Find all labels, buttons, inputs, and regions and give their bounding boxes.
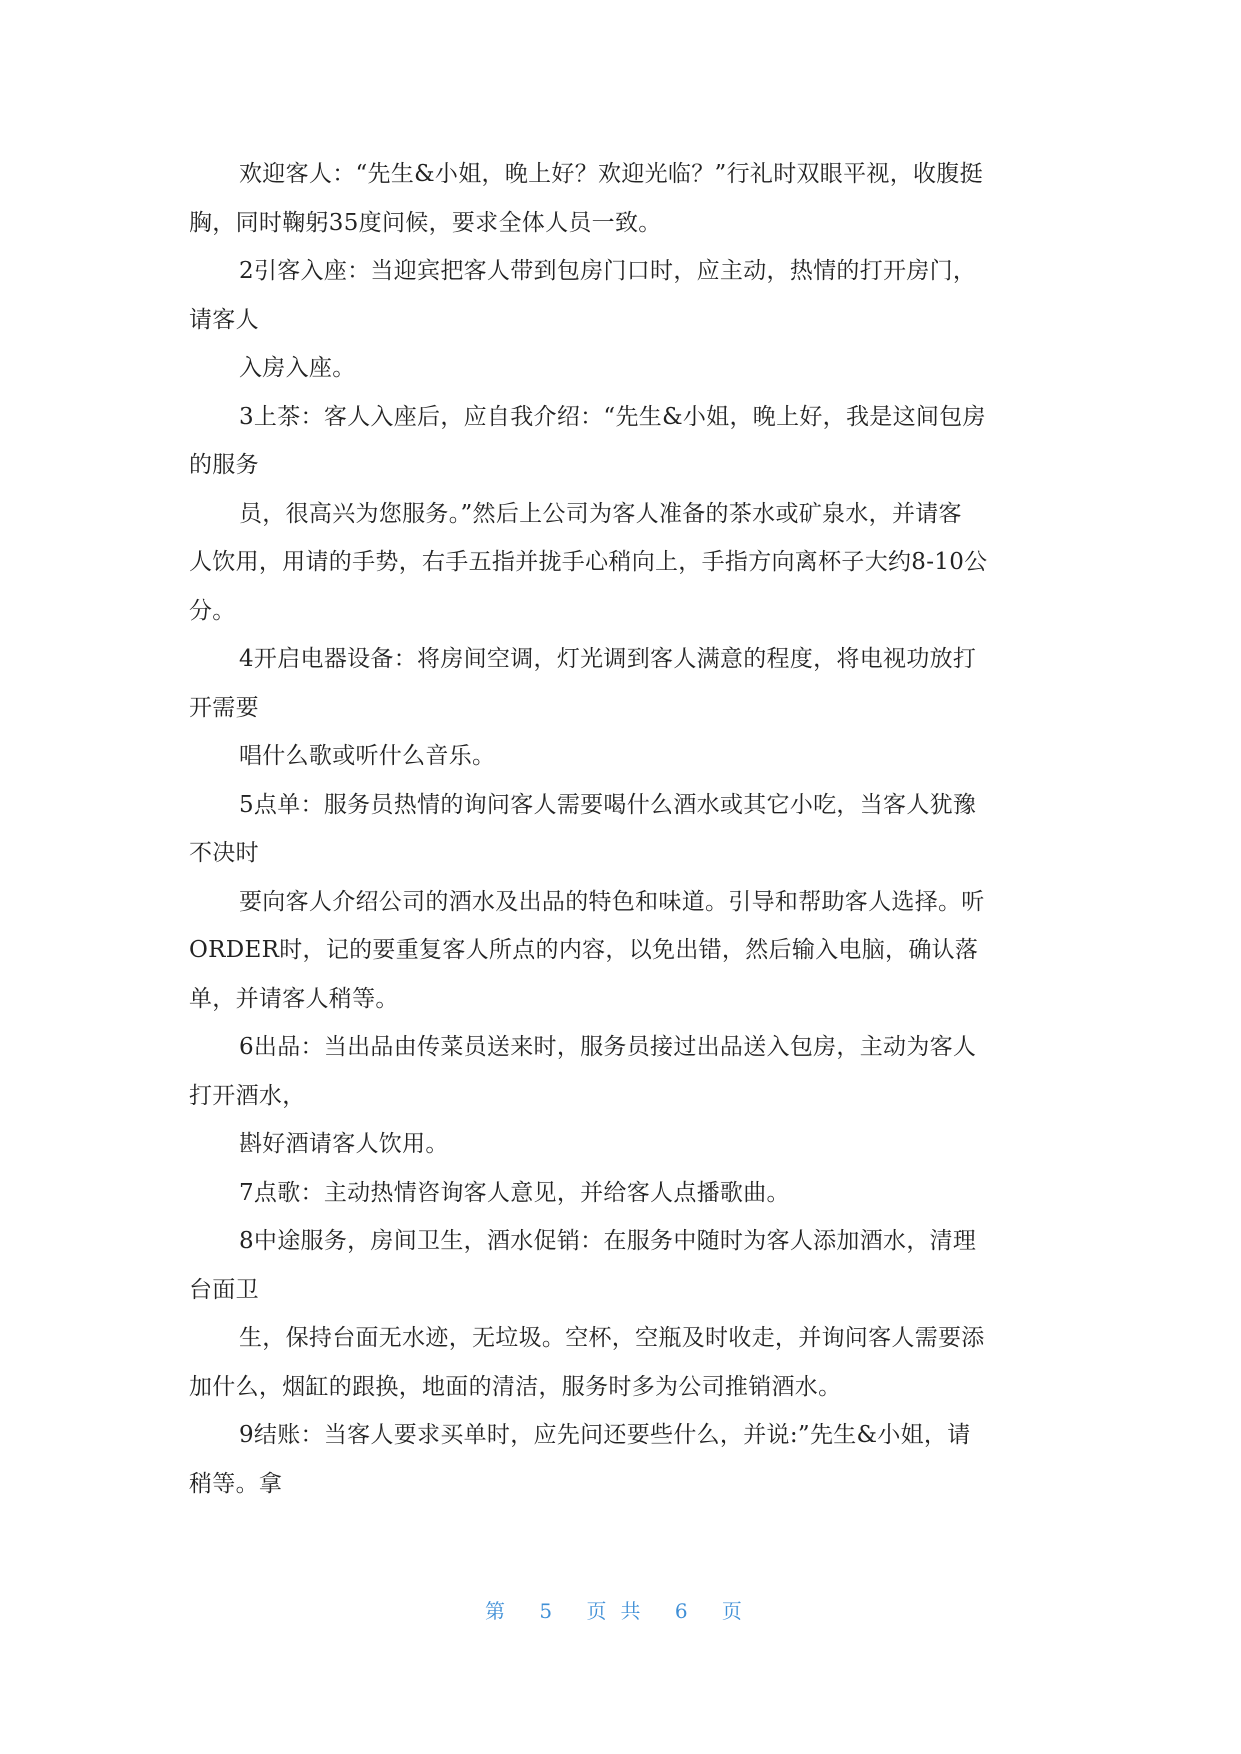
page-footer: 第 5 页共 6 页 [485, 1599, 756, 1623]
text-line: 入房入座。 [239, 355, 356, 381]
text-line: 斟好酒请客人饮用。 [239, 1131, 449, 1157]
text-line: 8中途服务，房间卫生，酒水促销：在服务中随时为客人添加酒水，清理 [239, 1228, 977, 1254]
text-line: 加什么，烟缸的跟换，地面的清洁，服务时多为公司推销酒水。 [189, 1373, 842, 1400]
text-line: 6出品：当出品由传菜员送来时，服务员接过出品送入包房，主动为客人 [239, 1034, 977, 1060]
text-line: 生，保持台面无水迹，无垃圾。空杯，空瓶及时收走，并询问客人需要添 [239, 1325, 985, 1351]
text-line: 4开启电器设备：将房间空调，灯光调到客人满意的程度，将电视功放打 [239, 646, 977, 672]
text-line: 打开酒水， [189, 1082, 306, 1109]
text-line: 人饮用，用请的手势，右手五指并拢手心稍向上，手指方向离杯子大约8-10公 [189, 549, 988, 575]
text-line: 2引客入座：当迎宾把客人带到包房门口时，应主动，热情的打开房门， [239, 258, 977, 284]
text-line: 开需要 [189, 694, 259, 721]
text-line: 稍等。拿 [189, 1470, 283, 1497]
text-line: ORDER时，记的要重复客人所点的内容，以免出错，然后输入电脑，确认落 [189, 937, 979, 963]
text-line: 单，并请客人稍等。 [189, 985, 399, 1012]
text-line: 分。 [189, 597, 236, 624]
text-line: 要向客人介绍公司的酒水及出品的特色和味道。引导和帮助客人选择。听 [239, 888, 985, 915]
text-line: 7点歌：主动热情咨询客人意见，并给客人点播歌曲。 [239, 1179, 790, 1206]
text-line: 胸，同时鞠躬35度问候，要求全体人员一致。 [189, 209, 662, 236]
text-line: 唱什么歌或听什么音乐。 [239, 743, 496, 769]
text-line: 台面卫 [189, 1276, 259, 1303]
text-line: 3上茶：客人入座后，应自我介绍：“先生&小姐，晚上好，我是这间包房 [239, 403, 986, 430]
text-line: 欢迎客人：“先生&小姐，晚上好？欢迎光临？”行礼时双眼平视，收腹挺 [239, 161, 983, 187]
text-line: 9结账：当客人要求买单时，应先问还要些什么，并说:”先生&小姐，请 [239, 1422, 971, 1448]
text-line: 的服务 [189, 452, 259, 478]
text-line: 员，很高兴为您服务。”然后上公司为客人准备的茶水或矿泉水，并请客 [239, 500, 962, 527]
document-body [189, 150, 1059, 1508]
text-line: 5点单：服务员热情的询问客人需要喝什么酒水或其它小吃，当客人犹豫 [239, 791, 977, 818]
text-line: 不决时 [189, 840, 259, 866]
text-line: 请客人 [189, 306, 259, 333]
